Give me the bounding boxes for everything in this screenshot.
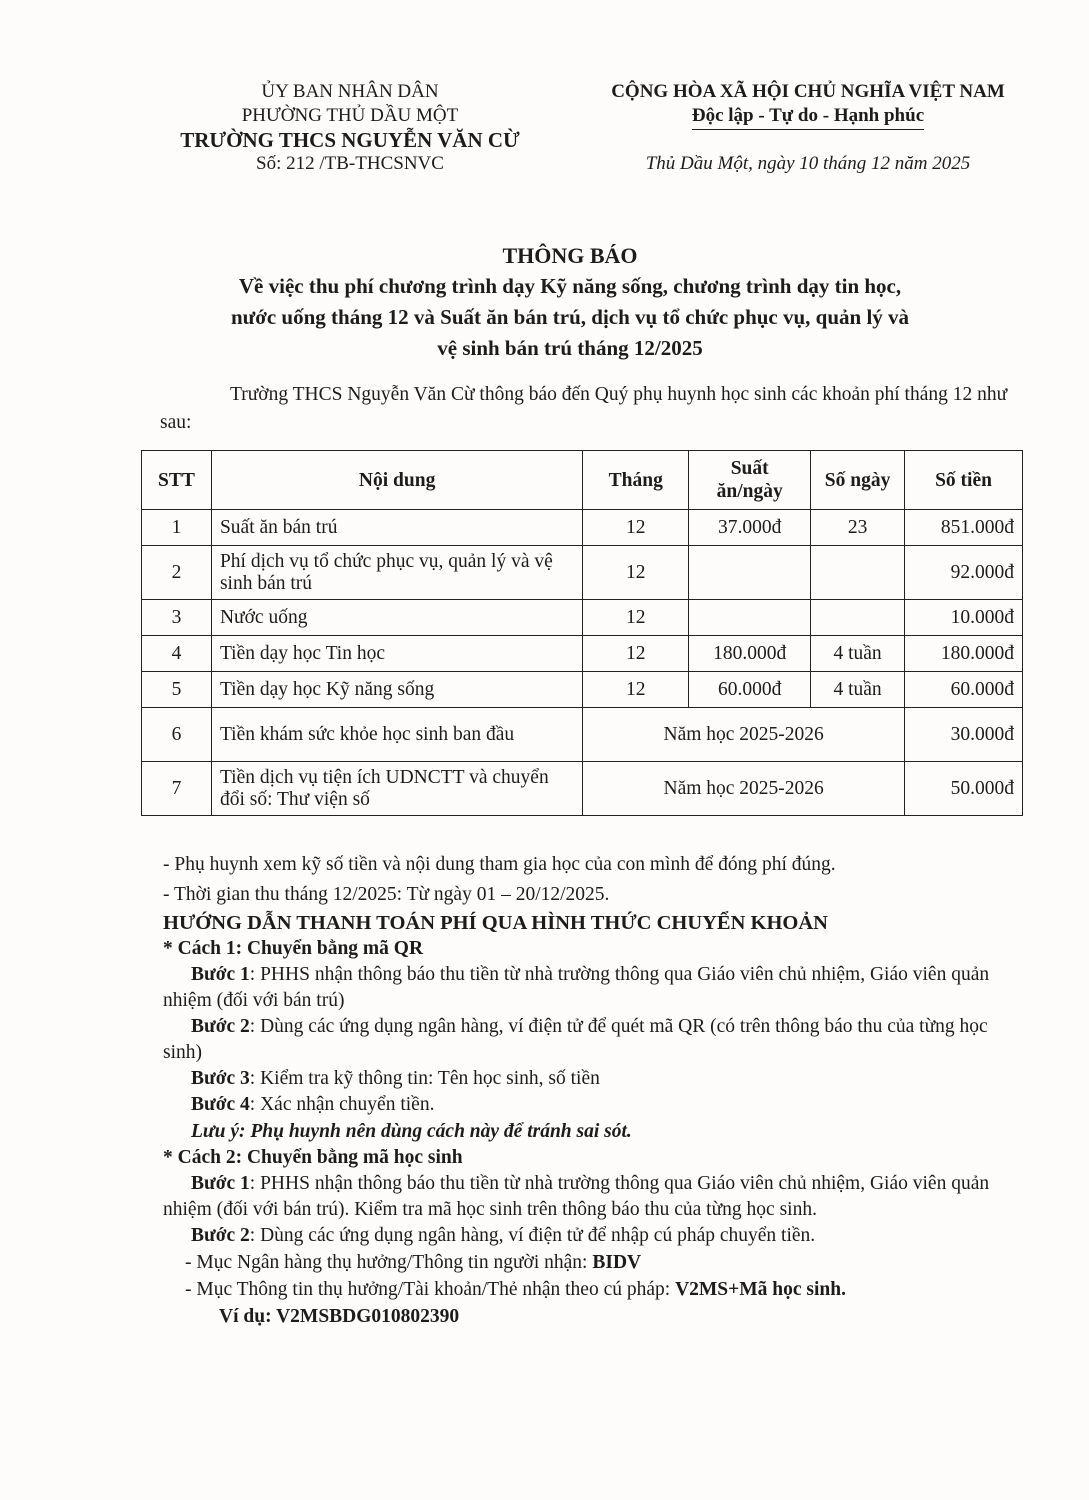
step-text: : Dùng các ứng dụng ngân hàng, ví điện tử để nhập cú pháp chuyển tiền. [249, 1225, 816, 1246]
cell-content: Phí dịch vụ tổ chức phục vụ, quản lý và vệ sinh bán trú [211, 546, 582, 600]
payment-notes [163, 850, 1023, 1330]
cell-month: 12 [583, 636, 689, 672]
cell-stt: 2 [142, 546, 212, 600]
notice-title [130, 240, 1010, 364]
cell-amount: 50.000đ [905, 762, 1023, 816]
cell-amount: 851.000đ [905, 510, 1023, 546]
notice-subject-line-2: nước uống tháng 12 và Suất ăn bán trú, dịch vụ tổ chức phục vụ, quản lý và [230, 305, 910, 329]
method-1-step-2 [163, 1014, 1023, 1066]
cell-month: 12 [583, 600, 689, 636]
notice-heading: THÔNG BÁO [502, 243, 638, 268]
payment-guide-title: HƯỚNG DẪN THANH TOÁN PHÍ QUA HÌNH THỨC CHUYỂN KHOẢN [163, 912, 828, 934]
issuer-block [140, 80, 560, 176]
cell-period: Năm học 2025-2026 [583, 708, 905, 762]
cell-month: 12 [583, 672, 689, 708]
step-text: : Dùng các ứng dụng ngân hàng, ví điện tử để quét mã QR (có trên thông báo thu của từng học sinh) [163, 1016, 988, 1063]
method-2-step-1 [163, 1171, 1023, 1223]
col-header-content: Nội dung [211, 451, 582, 510]
cell-price [689, 546, 811, 600]
cell-content: Nước uống [211, 600, 582, 636]
table-row [142, 600, 1023, 636]
table-row [142, 510, 1023, 546]
national-motto: Độc lập - Tự do - Hạnh phúc [692, 104, 924, 130]
method-2-title: * Cách 2: Chuyển bằng mã học sinh [163, 1147, 463, 1168]
col-header-price: Suất ăn/ngày [689, 451, 811, 510]
step-label: Bước 3 [191, 1068, 250, 1089]
method-1-step-1 [163, 962, 1023, 1014]
fee-table [141, 450, 1023, 816]
cell-content: Tiền khám sức khỏe học sinh ban đầu [211, 708, 582, 762]
cell-stt: 4 [142, 636, 212, 672]
cell-content: Tiền dạy học Kỹ năng sống [211, 672, 582, 708]
cell-days [811, 546, 905, 600]
step-label: Bước 2 [191, 1225, 250, 1246]
step-label: Bước 4 [191, 1094, 250, 1115]
step-text: : Kiểm tra kỹ thông tin: Tên học sinh, số tiền [249, 1068, 600, 1089]
cell-stt: 5 [142, 672, 212, 708]
col-header-days: Số ngày [811, 451, 905, 510]
bank-instruction [163, 1249, 1023, 1276]
method-2-step-2 [163, 1223, 1023, 1249]
issuer-ward: PHƯỜNG THỦ DẦU MỘT [241, 105, 459, 126]
method-1-title: * Cách 1: Chuyển bằng mã QR [163, 938, 424, 959]
table-row [142, 546, 1023, 600]
cell-amount: 180.000đ [905, 636, 1023, 672]
note-collection-period: - Thời gian thu tháng 12/2025: Từ ngày 01 – 20/12/2025. [163, 884, 610, 905]
document-date: Thủ Dầu Một, ngày 10 tháng 12 năm 2025 [645, 153, 971, 174]
cell-price: 180.000đ [689, 636, 811, 672]
syntax-example: Ví dụ: V2MSBDG010802390 [219, 1306, 460, 1327]
bank-name: BIDV [592, 1252, 642, 1273]
intro-paragraph: Trường THCS Nguyễn Văn Cừ thông báo đến Quý phụ huynh học sinh các khoản phí tháng 12 như sau: [160, 384, 1008, 433]
table-row [142, 672, 1023, 708]
cell-content: Suất ăn bán trú [211, 510, 582, 546]
table-row [142, 636, 1023, 672]
syntax-instruction [163, 1276, 1023, 1303]
cell-days: 4 tuần [811, 636, 905, 672]
step-text: : PHHS nhận thông báo thu tiền từ nhà trường thông qua Giáo viên chủ nhiệm, Giáo viên quản nhiệm (đối với bán trú) [163, 964, 990, 1011]
table-row [142, 708, 1023, 762]
national-header [578, 80, 1038, 176]
cell-period: Năm học 2025-2026 [583, 762, 905, 816]
note-check-amount: - Phụ huynh xem kỹ số tiền và nội dung tham gia học của con mình để đóng phí đúng. [163, 854, 836, 875]
col-header-amount: Số tiền [905, 451, 1023, 510]
document-reference: Số: 212 /TB-THCSNVC [256, 153, 444, 174]
cell-days: 4 tuần [811, 672, 905, 708]
col-header-stt: STT [142, 451, 212, 510]
method-1-warning: Lưu ý: Phụ huynh nên dùng cách này để tránh sai sót. [191, 1121, 632, 1142]
col-header-month: Tháng [583, 451, 689, 510]
step-text: : PHHS nhận thông báo thu tiền từ nhà trường thông qua Giáo viên chủ nhiệm, Giáo viên quản nhiệm (đối với bán trú). Kiểm tra mã học sinh trên thông báo thu của từng học sinh. [163, 1173, 990, 1220]
cell-month: 12 [583, 510, 689, 546]
cell-stt: 3 [142, 600, 212, 636]
step-label: Bước 1 [191, 964, 250, 985]
cell-amount: 92.000đ [905, 546, 1023, 600]
issuer-committee: ỦY BAN NHÂN DÂN [261, 81, 439, 102]
cell-price: 37.000đ [689, 510, 811, 546]
cell-stt: 7 [142, 762, 212, 816]
cell-price [689, 600, 811, 636]
table-header-row [142, 451, 1023, 510]
notice-subject-line-3: vệ sinh bán trú tháng 12/2025 [437, 336, 703, 360]
method-1-step-4 [163, 1092, 1023, 1118]
cell-stt: 6 [142, 708, 212, 762]
step-text: : Xác nhận chuyển tiền. [249, 1094, 435, 1115]
cell-days: 23 [811, 510, 905, 546]
nation-name: CỘNG HÒA XÃ HỘI CHỦ NGHĨA VIỆT NAM [611, 81, 1005, 102]
transfer-syntax: V2MS+Mã học sinh. [675, 1279, 846, 1300]
bank-label: - Mục Ngân hàng thụ hưởng/Thông tin người nhận: [185, 1252, 593, 1273]
issuer-school: TRƯỜNG THCS NGUYỄN VĂN CỪ [180, 128, 520, 152]
step-label: Bước 2 [191, 1016, 250, 1037]
cell-price: 60.000đ [689, 672, 811, 708]
cell-month: 12 [583, 546, 689, 600]
notice-subject-line-1: Về việc thu phí chương trình dạy Kỹ năng sống, chương trình dạy tin học, [238, 274, 902, 298]
table-row [142, 762, 1023, 816]
cell-content: Tiền dịch vụ tiện ích UDNCTT và chuyển đổi số: Thư viện số [211, 762, 582, 816]
cell-days [811, 600, 905, 636]
cell-amount: 30.000đ [905, 708, 1023, 762]
cell-stt: 1 [142, 510, 212, 546]
cell-amount: 60.000đ [905, 672, 1023, 708]
method-1-step-3 [163, 1066, 1023, 1092]
syntax-label: - Mục Thông tin thụ hưởng/Tài khoản/Thẻ nhận theo cú pháp: [185, 1279, 676, 1300]
step-label: Bước 1 [191, 1173, 250, 1194]
cell-amount: 10.000đ [905, 600, 1023, 636]
cell-content: Tiền dạy học Tin học [211, 636, 582, 672]
